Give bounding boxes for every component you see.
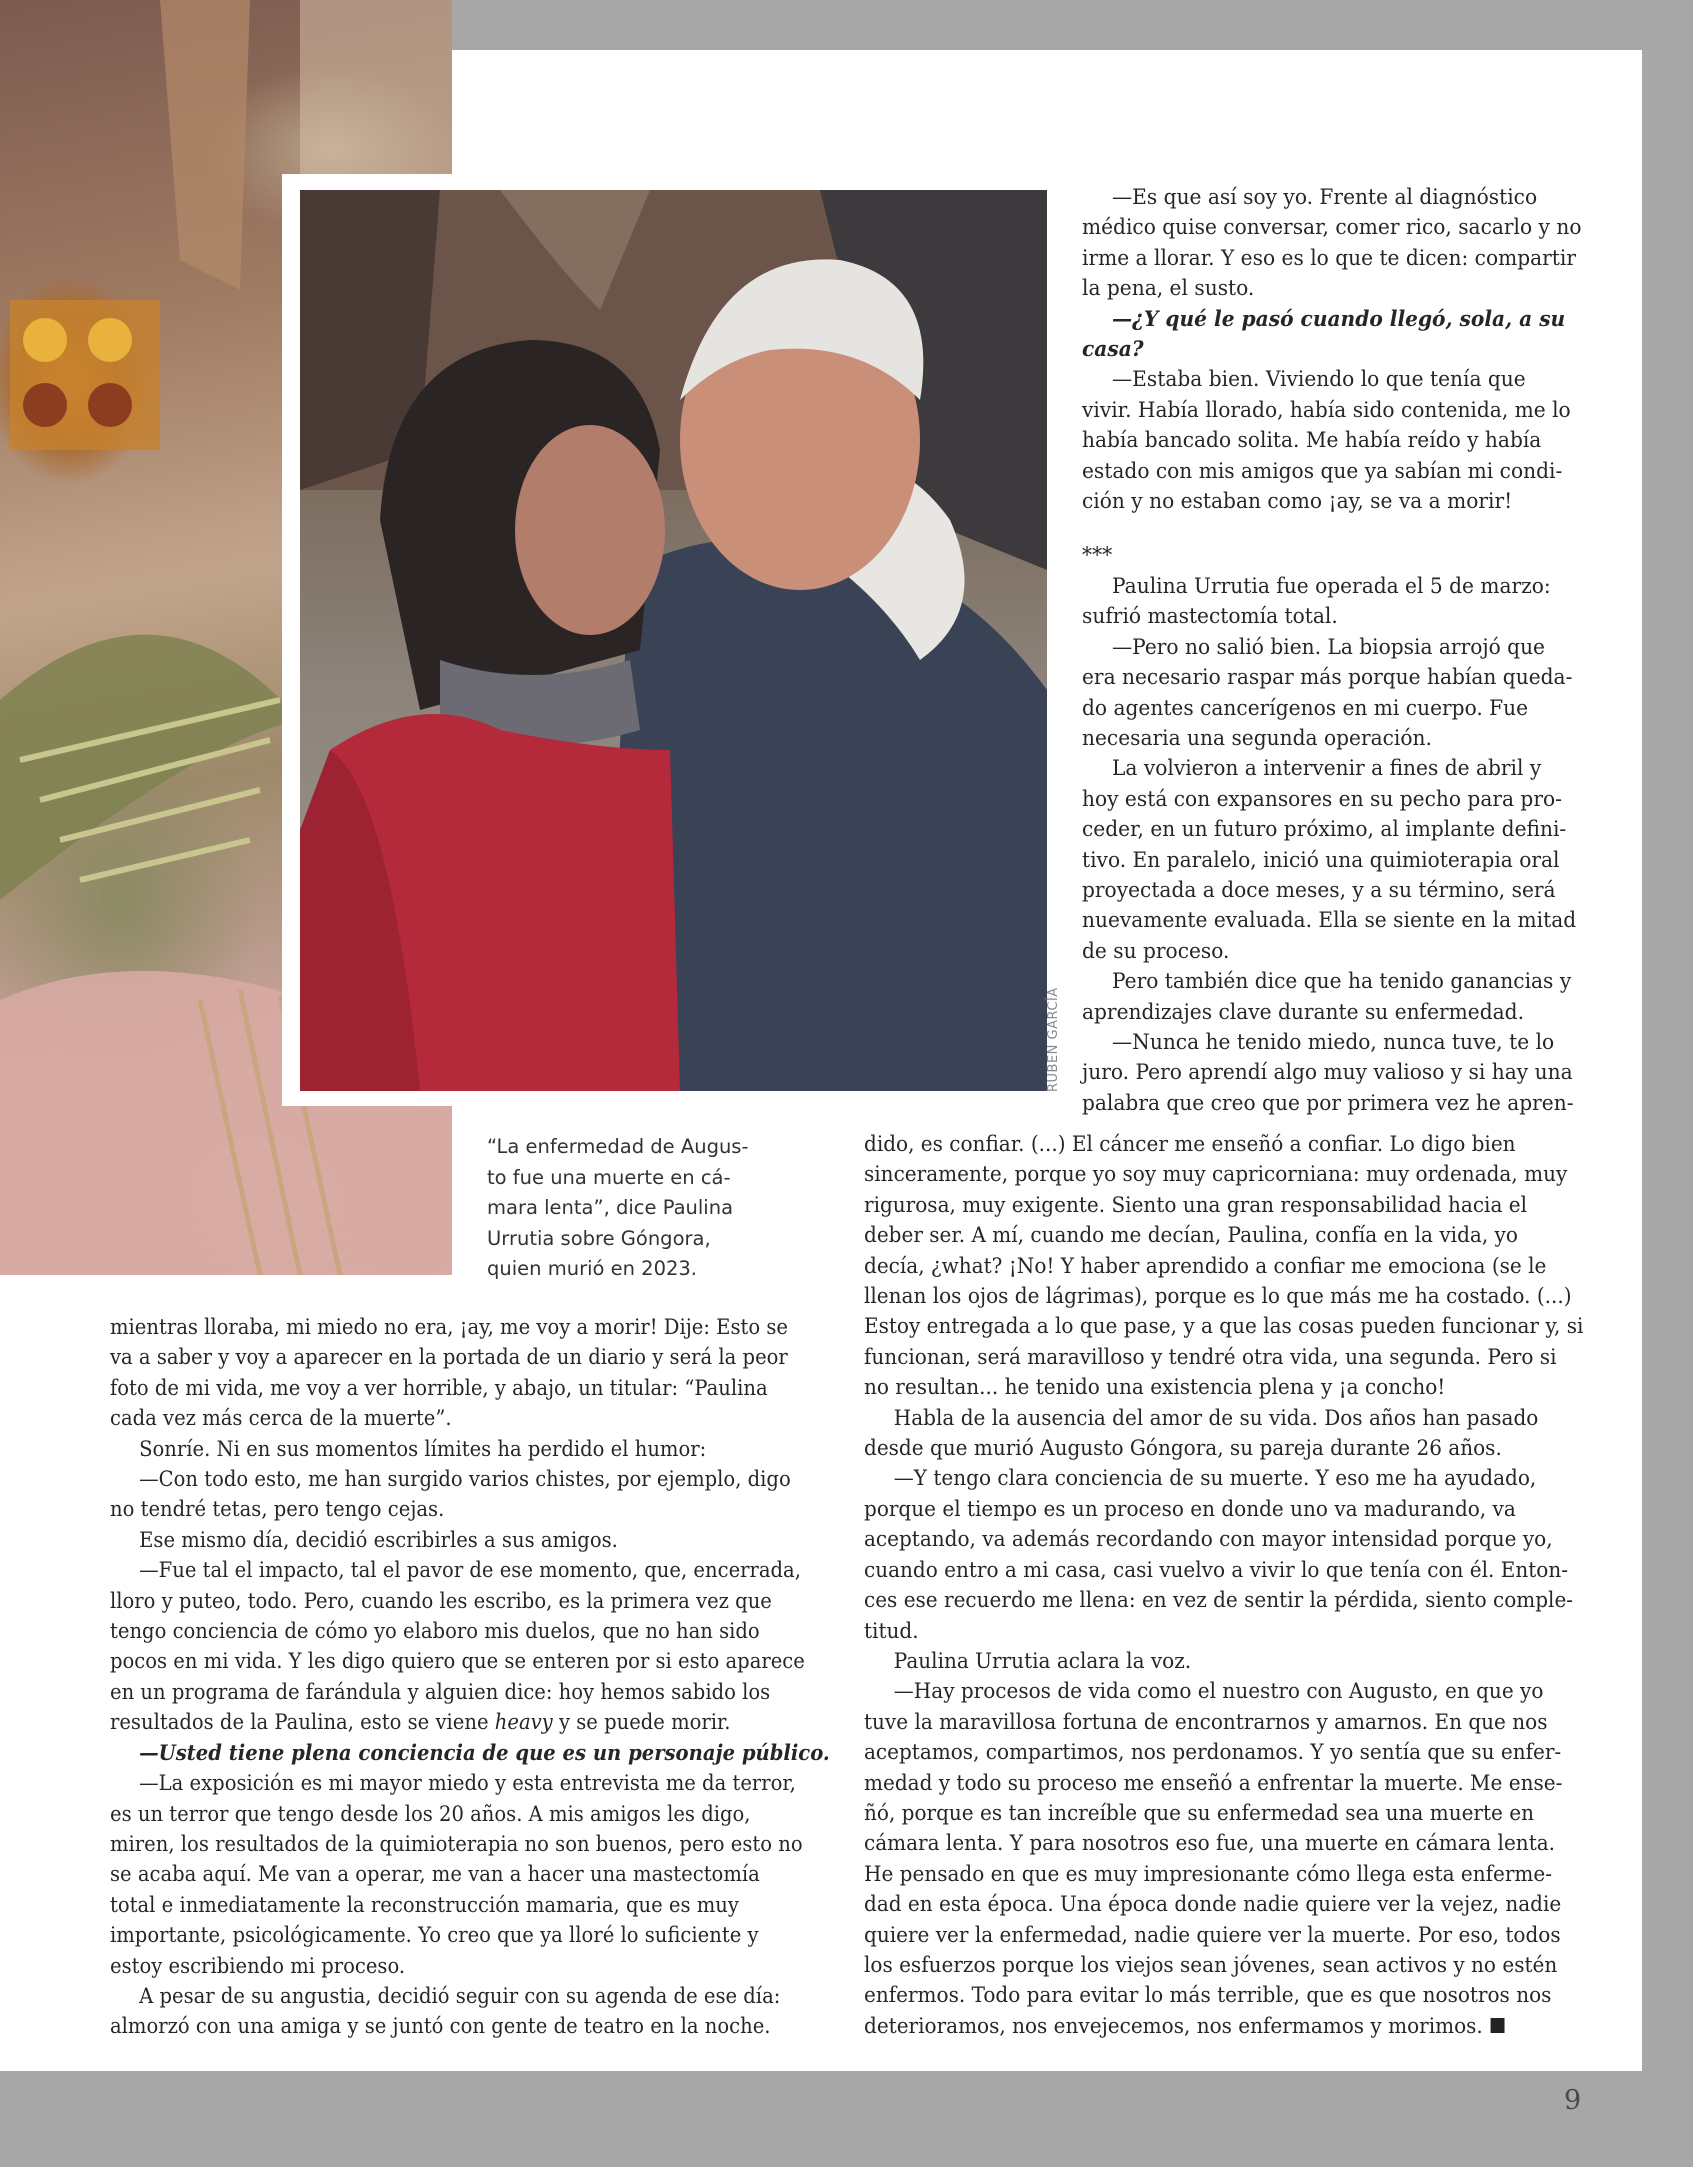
text-line: ción y no estaban como ¡ay, se va a morir!: [1082, 489, 1513, 515]
photo-caption: [487, 1132, 787, 1285]
text-line: funcionan, será maravilloso y tendré otra vida, una segunda. Pero si: [864, 1344, 1557, 1370]
text-line: cuando entro a mi casa, casi vuelvo a vivir lo que tenía con él. Enton-: [864, 1557, 1568, 1583]
text-line: en un programa de farándula y alguien dice: hoy hemos sabido los: [110, 1679, 771, 1705]
text-line: Paulina Urrutia aclara la voz.: [893, 1648, 1192, 1674]
text-line: La volvieron a intervenir a fines de abril y: [1112, 756, 1542, 782]
photo-credit: RUBEN GARCÍA: [1046, 987, 1061, 1092]
text-line: decía, ¿what? ¡No! Y haber aprendido a confiar me emociona (se le: [864, 1253, 1547, 1279]
text-line: se acaba aquí. Me van a operar, me van a hacer una mastectomía: [110, 1862, 760, 1888]
text-line: irme a llorar. Y eso es lo que te dicen: compartir: [1082, 245, 1577, 271]
text-segment: y se puede morir.: [558, 1710, 731, 1736]
text-line: lloro y puteo, todo. Pero, cuando les escribo, es la primera vez que: [110, 1588, 772, 1614]
text-line: enfermos. Todo para evitar lo más terrible, que es que nosotros nos: [864, 1983, 1552, 2009]
text-line: no tendré tetas, pero tengo cejas.: [110, 1497, 445, 1523]
text-line: Estoy entregada a lo que pase, y a que las cosas pueden funcionar y, si: [864, 1314, 1584, 1340]
text-line: aprendizajes clave durante su enfermedad.: [1082, 999, 1524, 1025]
text-line: Pero también dice que ha tenido ganancias y: [1112, 969, 1572, 995]
text-line: era necesario raspar más porque habían queda-: [1082, 665, 1573, 691]
text-line: tengo conciencia de cómo yo elaboro mis duelos, que no han sido: [110, 1619, 760, 1645]
text-line: pocos en mi vida. Y les digo quiero que se enteren por si esto aparece: [110, 1649, 805, 1675]
text-line: Paulina Urrutia fue operada el 5 de marzo:: [1112, 573, 1551, 599]
text-line: mientras lloraba, mi miedo no era, ¡ay, me voy a morir! Dije: Esto se: [110, 1315, 788, 1340]
italic-word: heavy: [494, 1710, 553, 1736]
text-line: —La exposición es mi mayor miedo y esta entrevista me da terror,: [139, 1771, 796, 1797]
text-line: —Nunca he tenido miedo, nunca tuve, te lo: [1112, 1029, 1555, 1055]
text-line: dido, es confiar. (...) El cáncer me enseñó a confiar. Lo digo bien: [864, 1132, 1516, 1157]
article-column-right-bottom: [864, 1130, 1637, 2042]
caption-line: “La enfermedad de Augus-: [487, 1135, 749, 1158]
text-segment: resultados de la Paulina, esto se viene: [110, 1710, 489, 1736]
text-line: Habla de la ausencia del amor de su vida. Dos años han pasado: [893, 1405, 1539, 1431]
text-line: cámara lenta. Y para nosotros eso fue, una muerte en cámara lenta.: [864, 1831, 1556, 1857]
text-line: total e inmediatamente la reconstrucción mamaria, que es muy: [110, 1892, 739, 1918]
text-line: —Es que así soy yo. Frente al diagnóstico: [1112, 185, 1538, 210]
text-line: necesaria una segunda operación.: [1082, 725, 1432, 751]
interview-question: —Usted tiene plena conciencia de que es un personaje público.: [139, 1740, 830, 1766]
text-line: es un terror que tengo desde los 20 años. A mis amigos les digo,: [110, 1801, 751, 1827]
text-line: medad y todo su proceso me enseñó a enfrentar la muerte. Me ense-: [864, 1770, 1563, 1796]
text-line: no resultan... he tenido una existencia plena y ¡a concho!: [864, 1375, 1446, 1401]
final-line: [864, 2012, 1583, 2042]
article-column-right-top: [1082, 183, 1615, 1119]
text-line: cada vez más cerca de la muerte”.: [110, 1406, 452, 1432]
text-line: los esfuerzos porque los viejos sean jóvenes, sean activos y no estén: [864, 1952, 1558, 1978]
text-line: rigurosa, muy exigente. Siento una gran responsabilidad hacia el: [864, 1192, 1528, 1218]
text-line: llenan los ojos de lágrimas), porque es lo que más me ha costado. (...): [864, 1284, 1572, 1310]
caption-line: Urrutia sobre Góngora,: [487, 1226, 711, 1250]
text-line: tivo. En paralelo, inició una quimioterapia oral: [1082, 847, 1560, 873]
text-line: —Estaba bien. Viviendo lo que tenía que: [1112, 367, 1526, 393]
text-line: —Fue tal el impacto, tal el pavor de ese momento, que, encerrada,: [139, 1558, 801, 1584]
caption-line: quien murió en 2023.: [487, 1257, 698, 1280]
text-line: sufrió mastectomía total.: [1082, 604, 1338, 630]
main-photo: [300, 190, 1047, 1091]
text-line: Ese mismo día, decidió escribirles a sus amigos.: [139, 1527, 618, 1553]
text-line: dad en esta época. Una época donde nadie quiere ver la vejez, nadie: [864, 1892, 1562, 1918]
text-line: quiere ver la enfermedad, nadie quiere ver la muerte. Por eso, todos: [864, 1922, 1561, 1948]
text-line: aceptamos, compartimos, nos perdonamos. Y yo sentía que su enfer-: [864, 1740, 1562, 1766]
end-of-article-mark-icon: [1490, 2018, 1504, 2033]
text-line: nuevamente evaluada. Ella se siente en la mitad: [1082, 908, 1577, 934]
text-line: Sonríe. Ni en sus momentos límites ha perdido el humor:: [139, 1436, 707, 1462]
interview-question: casa?: [1082, 337, 1144, 363]
caption-line: mara lenta”, dice Paulina: [487, 1196, 734, 1219]
text-line: estoy escribiendo mi proceso.: [110, 1953, 406, 1979]
text-line: —Y tengo clara conciencia de su muerte. Y eso me ha ayudado,: [893, 1466, 1537, 1492]
text-line: titud.: [864, 1618, 919, 1644]
text-line-mixed: [110, 1708, 830, 1738]
article-column-left: [110, 1313, 901, 2043]
text-line: deterioramos, nos envejecemos, nos enfermamos y morimos.: [864, 2013, 1483, 2039]
text-line: de su proceso.: [1082, 938, 1230, 964]
text-line: sinceramente, porque yo soy muy capricorniana: muy ordenada, muy: [864, 1162, 1568, 1188]
text-line: vivir. Había llorado, había sido contenida, me lo: [1082, 397, 1571, 423]
text-line: ñó, porque es tan increíble que su enfermedad sea una muerte en: [864, 1800, 1534, 1826]
text-line: proyectada a doce meses, y a su término, será: [1082, 877, 1556, 903]
text-line: A pesar de su angustia, decidió seguir con su agenda de ese día:: [139, 1983, 781, 2009]
text-line: ceder, en un futuro próximo, al implante defini-: [1082, 817, 1567, 843]
page-number: 9: [1564, 2085, 1582, 2116]
section-separator: ***: [1082, 543, 1113, 569]
text-line: había bancado solita. Me había reído y había: [1082, 428, 1542, 454]
text-line: la pena, el susto.: [1082, 276, 1255, 302]
text-line: —Pero no salió bien. La biopsia arrojó que: [1112, 634, 1546, 660]
text-line: importante, psicológicamente. Yo creo que ya lloré lo suficiente y: [110, 1923, 759, 1949]
text-line: —Con todo esto, me han surgido varios chistes, por ejemplo, digo: [139, 1467, 791, 1493]
text-line: He pensado en que es muy impresionante cómo llega esta enferme-: [864, 1861, 1553, 1887]
text-line: deber ser. A mí, cuando me decían, Paulina, confía en la vida, yo: [864, 1223, 1518, 1249]
text-line: —Hay procesos de vida como el nuestro con Augusto, en que yo: [893, 1679, 1544, 1705]
text-line: foto de mi vida, me voy a ver horrible, y abajo, un titular: “Paulina: [110, 1375, 768, 1401]
text-line: aceptando, va además recordando con mayor intensidad porque yo,: [864, 1527, 1553, 1553]
text-line: porque el tiempo es un proceso en donde uno va madurando, va: [864, 1496, 1516, 1522]
text-line: juro. Pero aprendí algo muy valioso y si hay una: [1082, 1060, 1573, 1086]
text-line: do agentes cancerígenos en mi cuerpo. Fue: [1082, 695, 1529, 721]
text-line: estado con mis amigos que ya sabían mi condi-: [1082, 458, 1563, 484]
text-line: va a saber y voy a aparecer en la portada de un diario y será la peor: [110, 1345, 788, 1371]
text-line: médico quise conversar, comer rico, sacarlo y no: [1082, 215, 1582, 241]
text-line: tuve la maravillosa fortuna de encontrarnos y amarnos. En que nos: [864, 1709, 1548, 1735]
caption-line: to fue una muerte en cá-: [487, 1165, 731, 1189]
text-line: palabra que creo que por primera vez he apren-: [1082, 1090, 1574, 1116]
interview-question: —¿Y qué le pasó cuando llegó, sola, a su: [1112, 306, 1566, 332]
text-line: miren, los resultados de la quimioterapia no son buenos, pero esto no: [110, 1831, 803, 1857]
text-line: desde que murió Augusto Góngora, su pareja durante 26 años.: [864, 1436, 1502, 1462]
text-line: hoy está con expansores en su pecho para pro-: [1082, 786, 1562, 812]
text-line: almorzó con una amiga y se juntó con gente de teatro en la noche.: [110, 2014, 771, 2040]
text-line: ces ese recuerdo me llena: en vez de sentir la pérdida, siento comple-: [864, 1588, 1574, 1614]
